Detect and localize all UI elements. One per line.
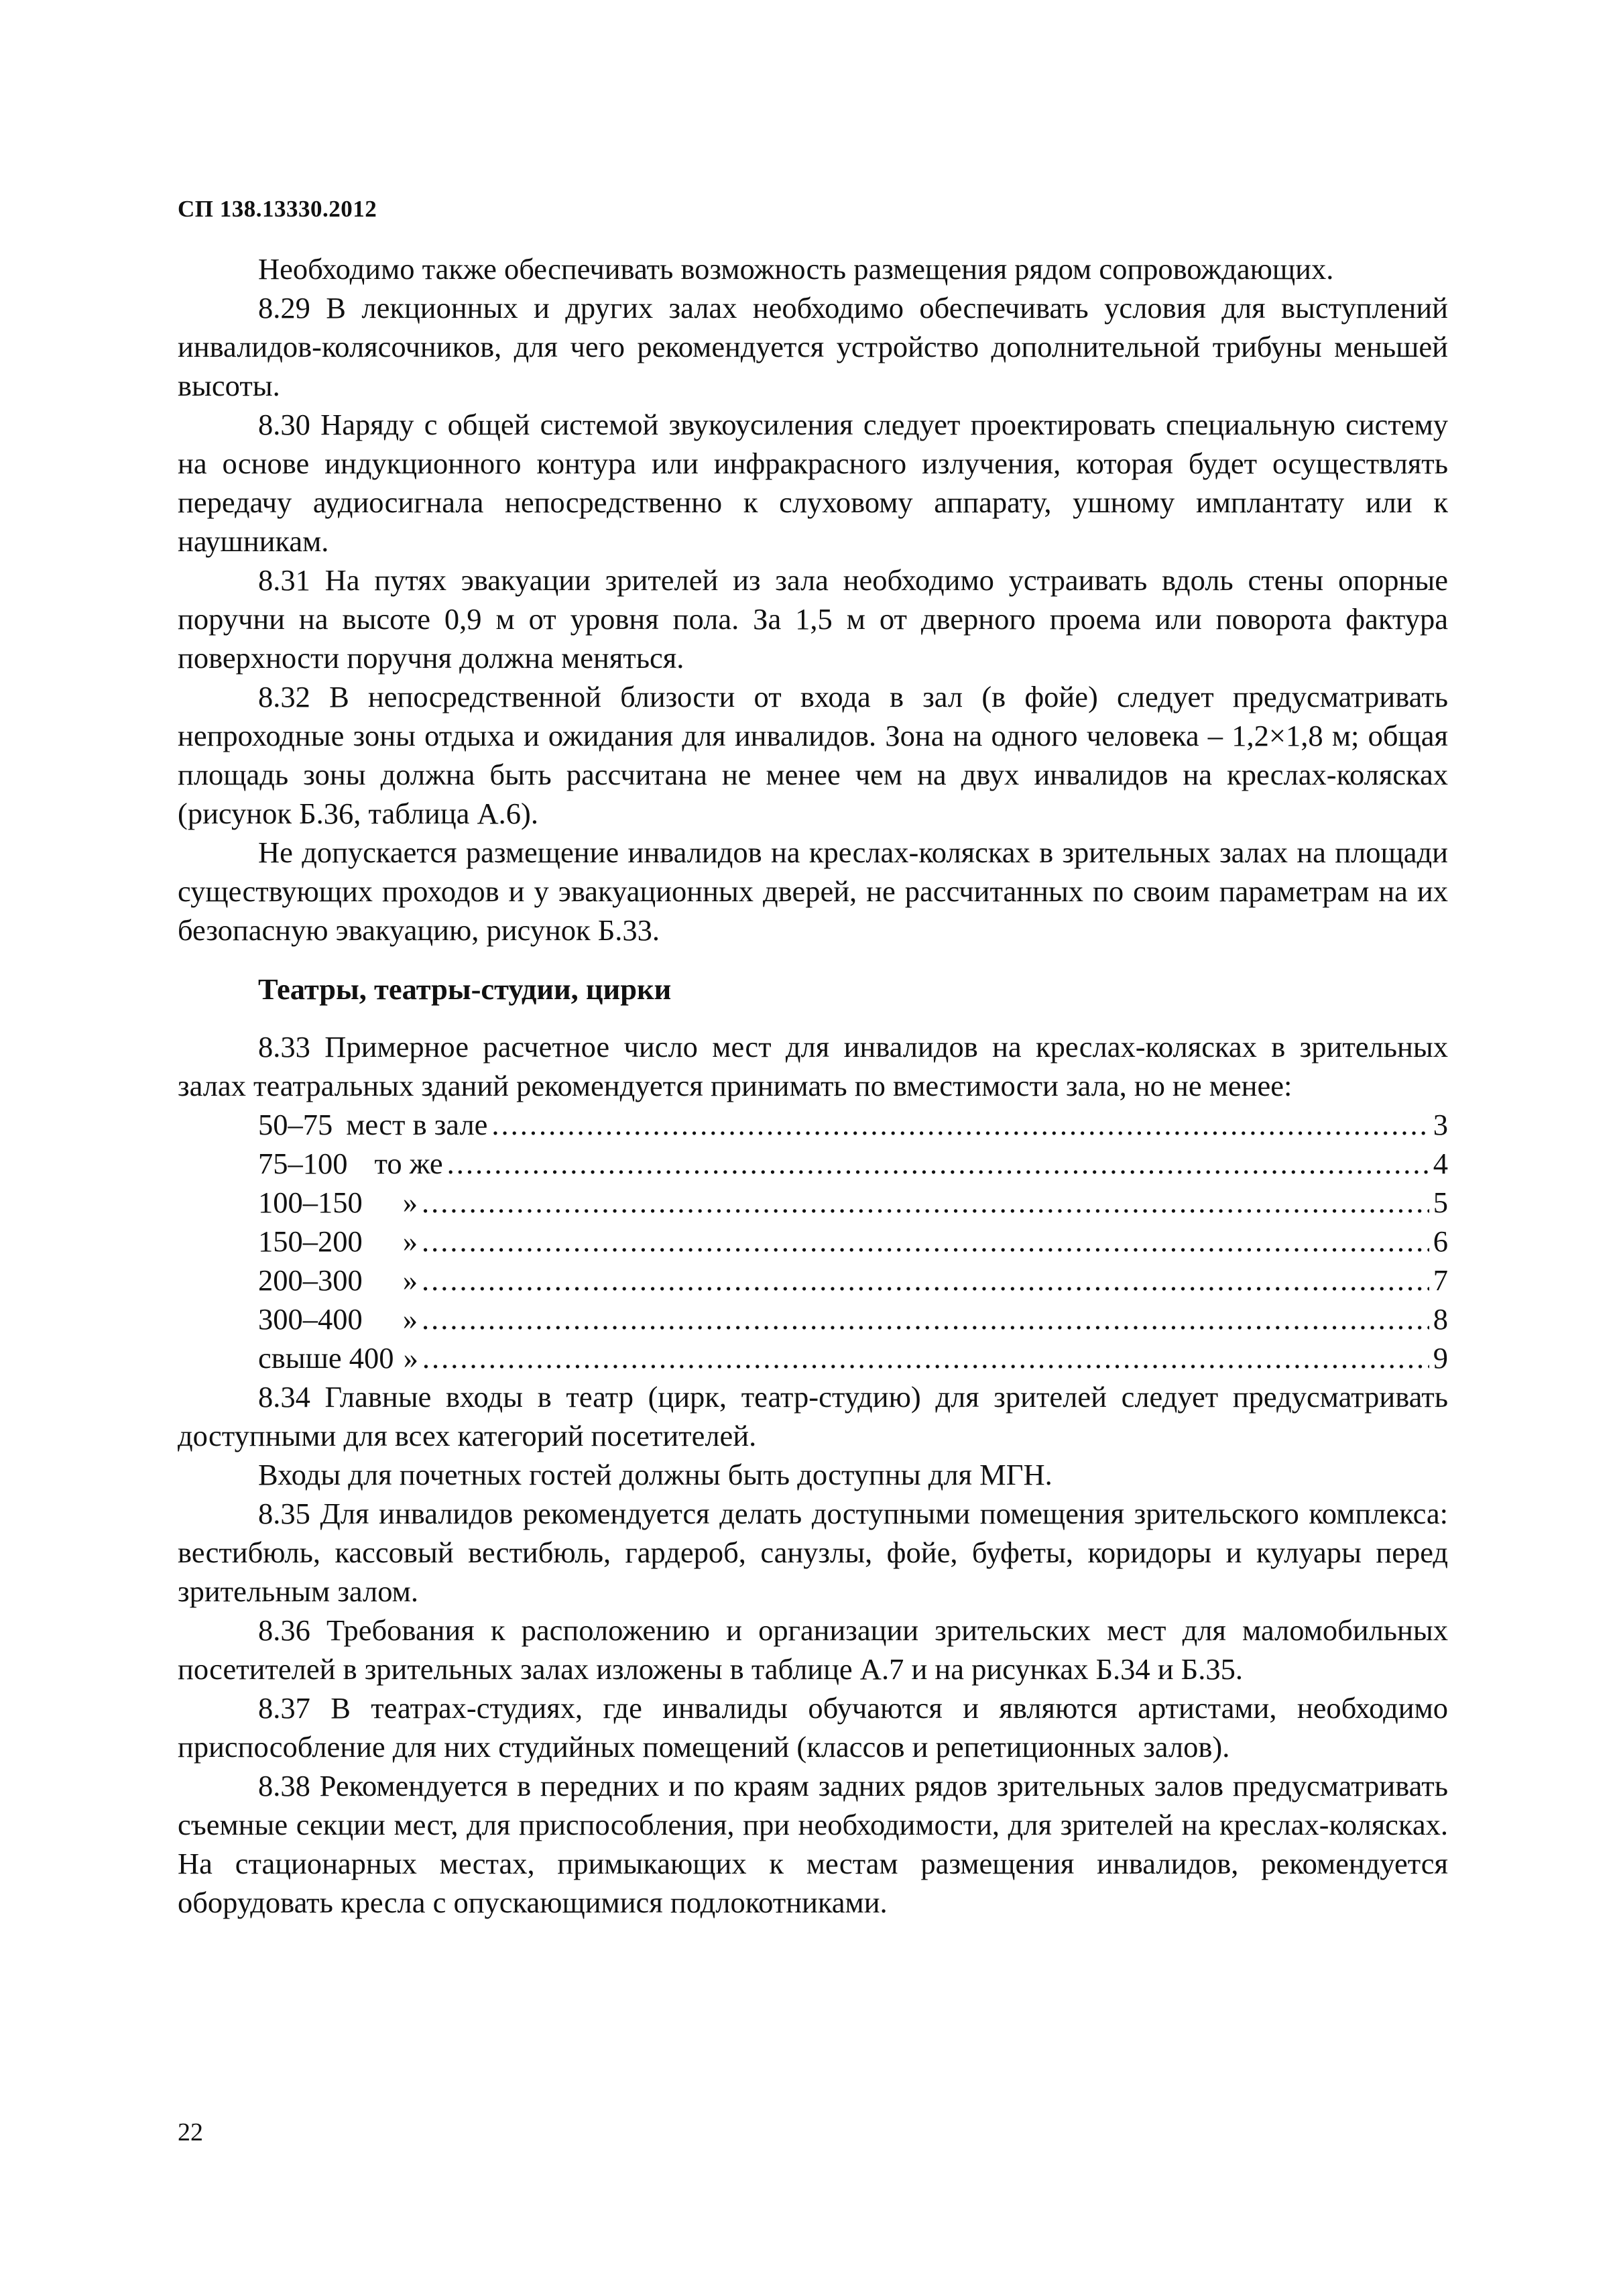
capacity-range: 300–400 [258, 1302, 363, 1336]
dot-leader [422, 1261, 1429, 1300]
paragraph-accompanying: Необходимо также обеспечивать возможность размещения рядом сопровождающих. [258, 252, 1334, 286]
page-content [178, 249, 1448, 1922]
capacity-note: » [402, 1186, 418, 1219]
dot-leader [422, 1338, 1429, 1377]
capacity-range: 75–100 [258, 1147, 348, 1180]
dot-leader [422, 1300, 1429, 1338]
section-heading-theatres: Театры, театры-студии, цирки [258, 972, 672, 1006]
dot-leader [491, 1105, 1429, 1144]
capacity-range: свыше 400 [258, 1341, 394, 1375]
dot-leader [447, 1144, 1429, 1183]
list-item [178, 1183, 1448, 1222]
paragraph-8-33: 8.33 Примерное расчетное число мест для инвалидов на креслах-колясках в зрительных залах театральных зданий рекомендуется принимать по вместимости зала, но не менее: [178, 1030, 1448, 1102]
capacity-range: 50–75 [258, 1108, 333, 1141]
paragraph-evacuation-restriction: Не допускается размещение инвалидов на креслах-колясках в зрительных залах на площади существующих проходов и у эвакуационных дверей, не рассчитанных по своим параметрам на их безопасную эвакуацию, рисунок Б.33. [178, 836, 1448, 947]
list-item [178, 1222, 1448, 1261]
capacity-value: 9 [1433, 1341, 1448, 1375]
paragraph-8-35: 8.35 Для инвалидов рекомендуется делать доступными помещения зрительского комплекса: вестибюль, кассовый вестибюль, гардероб, санузлы, фойе, буфеты, коридоры и кулуары перед зрительным залом. [178, 1497, 1448, 1608]
capacity-value: 7 [1433, 1263, 1448, 1297]
dot-leader [422, 1222, 1429, 1261]
list-item [178, 1261, 1448, 1300]
capacity-value: 8 [1433, 1302, 1448, 1336]
capacity-note: » [402, 1224, 418, 1258]
paragraph-8-36: 8.36 Требования к расположению и организации зрительских мест для маломобильных посетителей в зрительных залах изложены в таблице А.7 и на рисунках Б.34 и Б.35. [178, 1613, 1448, 1686]
paragraph-8-30: 8.30 Наряду с общей системой звукоусиления следует проектировать специальную систему на основе индукционного контура или инфракрасного излучения, которая будет осуществлять передачу аудиосигнала непосредственно к слуховому аппарату, ушному имплантату или к наушникам. [178, 408, 1448, 558]
paragraph-8-31: 8.31 На путях эвакуации зрителей из зала необходимо устраивать вдоль стены опорные поручни на высоте 0,9 м от уровня пола. За 1,5 м от дверного проема или поворота фактура поверхности поручня должна меняться. [178, 563, 1448, 675]
page-number: 22 [178, 2118, 203, 2146]
list-item [178, 1338, 1448, 1377]
document-code: СП 138.13330.2012 [178, 196, 377, 222]
capacity-note: мест в зале [346, 1108, 488, 1141]
list-item [178, 1105, 1448, 1144]
capacity-note: » [402, 1263, 418, 1297]
capacity-value: 5 [1433, 1186, 1448, 1219]
paragraph-8-29: 8.29 В лекционных и других залах необходимо обеспечивать условия для выступлений инвалидов-колясочников, для чего рекомендуется устройство дополнительной трибуны меньшей высоты. [178, 291, 1448, 402]
dot-leader [422, 1183, 1429, 1222]
paragraph-8-32: 8.32 В непосредственной близости от входа в зал (в фойе) следует предусматривать непроходные зоны отдыха и ожидания для инвалидов. Зона на одного человека – 1,2×1,8 м; общая площадь зоны должна быть рассчитана не менее чем на двух инвалидов на креслах-колясках (рисунок Б.36, таблица А.6). [178, 680, 1448, 830]
capacity-value: 3 [1433, 1108, 1448, 1141]
capacity-value: 4 [1433, 1147, 1448, 1180]
capacity-note: » [402, 1302, 418, 1336]
paragraph-8-38: 8.38 Рекомендуется в передних и по краям задних рядов зрительных залов предусматривать съемные секции мест, для приспособления, при необходимости, для зрителей на креслах-колясках. На стационарных местах, примыкающих к местам размещения инвалидов, рекомендуется оборудовать кресла с опускающимися подлокотниками. [178, 1769, 1448, 1919]
paragraph-8-37: 8.37 В театрах-студиях, где инвалиды обучаются и являются артистами, необходимо приспособление для них студийных помещений (классов и репетиционных залов). [178, 1691, 1448, 1764]
capacity-note: » [403, 1341, 418, 1375]
capacity-note: то же [374, 1147, 443, 1180]
paragraph-8-34: 8.34 Главные входы в театр (цирк, театр-студию) для зрителей следует предусматривать доступными для всех категорий посетителей. [178, 1380, 1448, 1452]
capacity-range: 150–200 [258, 1224, 363, 1258]
list-item [178, 1300, 1448, 1338]
paragraph-honored-guests: Входы для почетных гостей должны быть доступны для МГН. [258, 1458, 1053, 1491]
list-item [178, 1144, 1448, 1183]
capacity-range: 200–300 [258, 1263, 363, 1297]
capacity-value: 6 [1433, 1224, 1448, 1258]
capacity-list [178, 1105, 1448, 1377]
capacity-range: 100–150 [258, 1186, 363, 1219]
